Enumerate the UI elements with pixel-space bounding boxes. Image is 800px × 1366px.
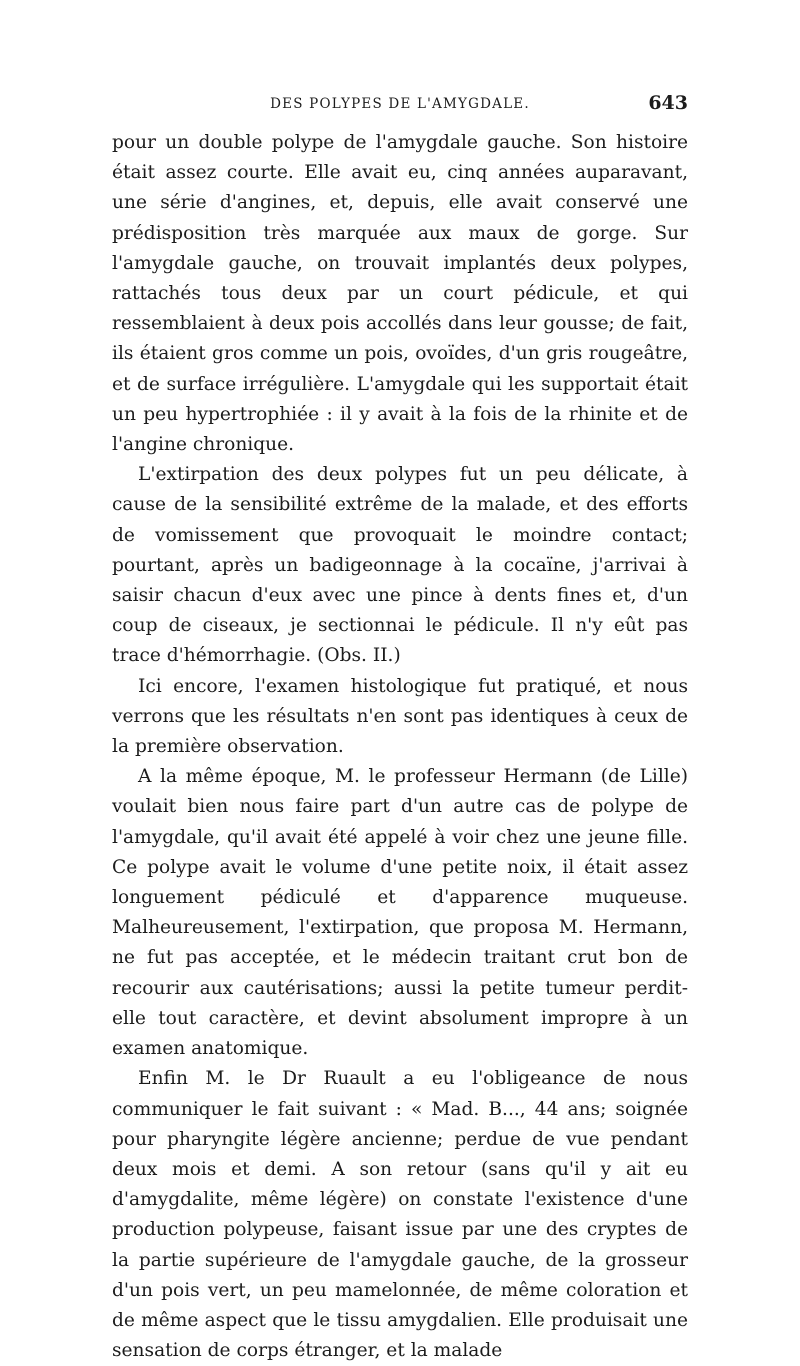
book-page [112, 92, 688, 1366]
paragraph-ruault-case: Enfin M. le Dr Ruault a eu l'obligeance de nous communiquer le fait suivant : « Mad. B..., 44 ans; soignée pour pharyngite légère ancienne; perdue de vue pendant deux mois et demi. A son retour (sans qu'il y ait eu d'amygdalite, même légère) on constate l'existence d'une production polypeuse, faisant issue par une des cryptes de la partie supérieure de l'amygdale gauche, de la grosseur d'un pois vert, un peu mamelonnée, de même coloration et de même aspect que le tissu amygdalien. Elle produisait une sensation de corps étranger, et la malade [112, 1068, 688, 1362]
body-text [112, 128, 688, 1366]
paragraph-hermann-case: A la même époque, M. le professeur Hermann (de Lille) voulait bien nous faire part d'un autre cas de polype de l'amygdale, qu'il avait été appelé à voir chez une jeune fille. Ce polype avait le volume d'une petite noix, il était assez longuement pédiculé et d'apparence muqueuse. Malheureusement, l'extirpation, que proposa M. Hermann, ne fut pas acceptée, et le médecin traitant crut bon de recourir aux cautérisations; aussi la petite tumeur perdit-elle tout caractère, et devint absolument impropre à un examen anatomique. [112, 766, 688, 1060]
running-head [112, 92, 688, 120]
running-title: DES POLYPES DE L'AMYGDALE. [270, 96, 530, 112]
paragraph-continued: pour un double polype de l'amygdale gauche. Son histoire était assez courte. Elle avait eu, cinq années auparavant, une série d'angines, et, depuis, elle avait conservé une prédisposition très marquée aux maux de gorge. Sur l'amygdale gauche, on trouvait implantés deux polypes, rattachés tous deux par un court pédicule, et qui ressemblaient à deux pois accollés dans leur gousse; de fait, ils étaient gros comme un pois, ovoïdes, d'un gris rougeâtre, et de surface irrégulière. L'amygdale qui les supportait était un peu hypertrophiée : il y avait à la fois de la rhinite et de l'angine chronique. [112, 132, 688, 456]
page-number: 643 [648, 92, 688, 114]
paragraph-extirpation: L'extirpation des deux polypes fut un peu délicate, à cause de la sensibilité extrême de la malade, et des efforts de vomissement que provoquait le moindre contact; pourtant, après un badigeonnage à la cocaïne, j'arrivai à saisir chacun d'eux avec une pince à dents fines et, d'un coup de ciseaux, je sectionnai le pédicule. Il n'y eût pas trace d'hémorrhagie. (Obs. II.) [112, 464, 688, 667]
paragraph-histology: Ici encore, l'examen histologique fut pratiqué, et nous verrons que les résultats n'en sont pas identiques à ceux de la première observation. [112, 675, 688, 758]
